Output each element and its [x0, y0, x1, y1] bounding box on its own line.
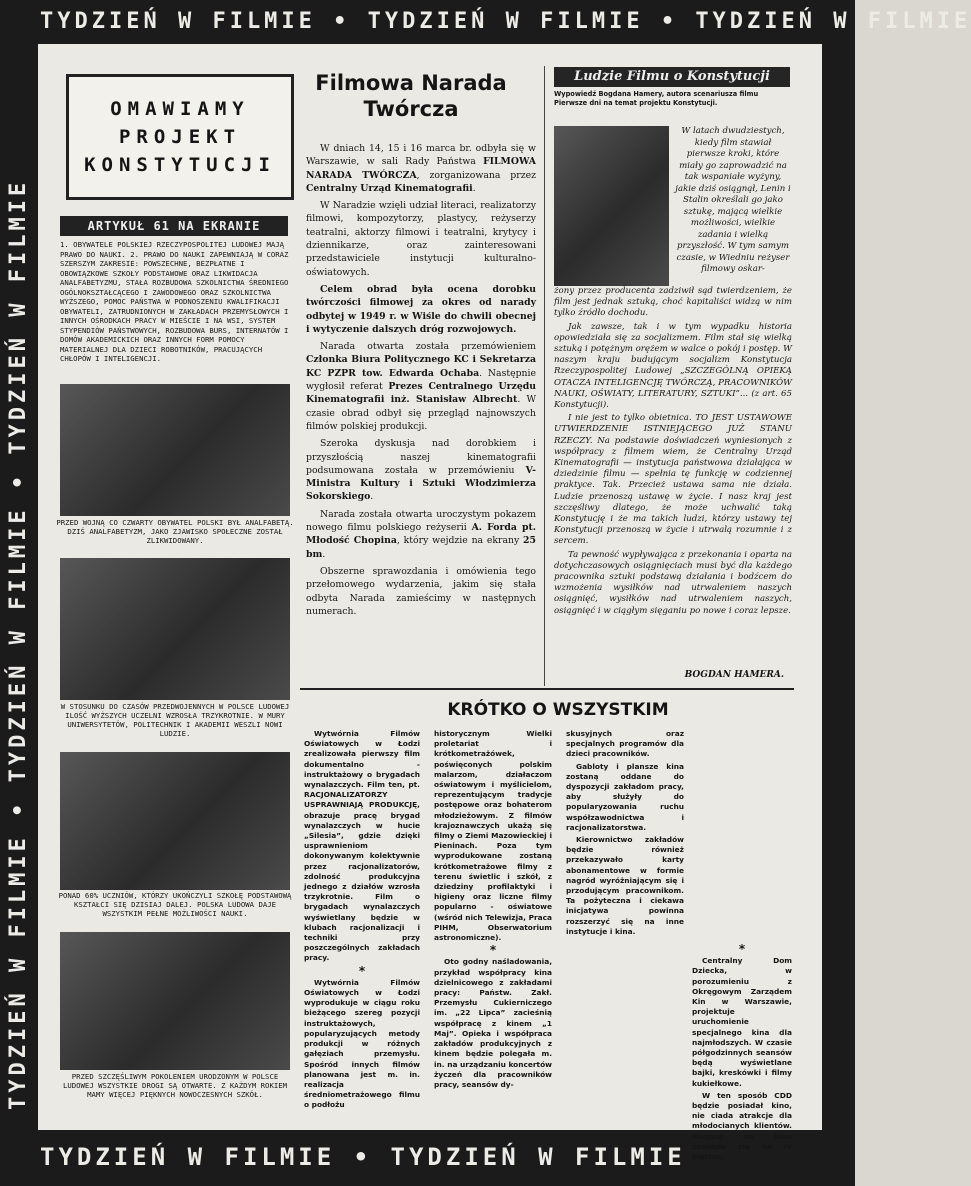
text-bold: FILMOWA NARADA TWÓRCZA: [306, 156, 536, 181]
narada-paragraph: [306, 142, 536, 195]
text: Narada otwarta została przemówieniem: [320, 341, 536, 353]
box-title-line-1: OMAWIAMY: [110, 98, 250, 120]
separator-star: *: [358, 963, 366, 978]
separator-star: *: [738, 942, 746, 956]
krotko-paragraph: Gabloty i plansze kina zostaną oddane do dyspozycji zakładom pracy, aby służyły do popularyzowania ruchu współzawodnictwa i racjonalizatorstwa.: [566, 761, 684, 832]
ludzie-headline: Ludzie Filmu o Konstytucji: [554, 67, 790, 87]
left-banner-text: TYDZIEŃ W FILMIE • TYDZIEŃ W FILMIE • TYDZIEŃ W FILMIE: [6, 178, 31, 1110]
narada-paragraph: [306, 508, 536, 561]
krotko-paragraph: historycznym Wielki proletariat i krótkometrażówek, poświęconych polskim malarzom, działaczom oświatowym i myślicielom, reprezentującym tradycje postępowe oraz bohaterom młodzieżowym. Z filmów krajoznawczych ukażą się filmy o Ziemi Mazowieckiej i Pieninach. Poza tym wyprodukowane zostaną krótkometrażowe filmy z terenu świetlic i szkół, z dziedziny profilaktyki i higieny oraz liczne filmy popularno - oświatowe (wśród nich Telewizja, Praca PIHM, Obserwatorium astronomiczne).: [434, 729, 552, 943]
narada-paragraph: Obszerne sprawozdania i omówienia tego przełomowego wydarzenia, jakim się stała odbyta Narada zamieścimy w następnych numerach.: [306, 565, 536, 617]
caption-1: PRZED WOJNĄ CO CZWARTY OBYWATEL POLSKI BYŁ ANALFABETĄ. DZIŚ ANALFABETYZM, JAKO ZJAWISKO SPOŁECZNE ZOSTAŁ ZLIKWIDOWANY.: [56, 518, 294, 545]
column-divider: [544, 66, 545, 686]
photo-hamera-image: [554, 126, 669, 286]
ludzie-paragraph: Ta pewność wypływająca z przekonania i oparta na dotychczasowych osiągnięciach musi być dla każdego pracownika sztuki podstawą działania i bodźcem do wzmożenia wysiłków nad utrwaleniem naszych osiągnięć, wysiłków nad utrwaleniem naszych, osiągnięć i w ciągłym sięganiu po nowe i coraz lepsze.: [554, 549, 792, 616]
photo-students-image: [60, 558, 290, 700]
text: . Następnie wygłosił referat: [306, 367, 537, 393]
text: , który wejdzie na ekrany: [396, 535, 524, 547]
text-bold: Centralny Urząd Kinematografii: [306, 182, 473, 194]
photo-blackboard: [60, 384, 290, 516]
krotko-column-2: [434, 729, 552, 1092]
narada-paragraph: W Naradzie wzięli udział literaci, realizatorzy filmowi, kompozytorzy, plastycy, reżyserzy teatralni, aktorzy filmowi i teatralni, krytycy i dziennikarze, oraz zainteresowani przedstawiciele instytucji kulturalno-oświatowych.: [306, 200, 536, 278]
article-text: 1. OBYWATELE POLSKIEJ RZECZYPOSPOLITEJ LUDOWEJ MAJĄ PRAWO DO NAUKI. 2. PRAWO DO NAUKI ZAPEWNIAJĄ W CORAZ SZERSZYM ZAKRESIE: POWSZECHNE, BEZPŁATNE I OBOWIĄZKOWE SZKOŁY PODSTAWOWE ORAZ LIKWIDACJA ANALFABETYZMU, STAŁA ROZBUDOWA SZKOLNICTWA ŚREDNIEGO OGÓLNOKSZTAŁCĄCEGO I ZAWODOWEGO ORAZ SZKOLNICTWA WYŻSZEGO, POMOC PAŃSTWA W PODNOSZENIU KWALIFIKACJI OBYWATELI, ZATRUDNIONYCH W ZAKŁADACH PRZEMYSŁOWYCH I INNYCH OŚRODKACH PRACY W MIEŚCIE I NA WSI, SYSTEM STYPENDIÓW PAŃSTWOWYCH, ROZBUDOWA BURS, INTERNATÓW I DOMÓW AKADEMICKICH ORAZ INNYCH FORM POMOCY MATERIALNEJ DLA DZIECI ROBOTNIKÓW, PRACUJĄCYCH CHŁOPÓW I INTELIGENCJI.: [60, 240, 289, 363]
top-banner: [0, 0, 971, 44]
article-banner: ARTYKUŁ 61 NA EKRANIE: [60, 216, 288, 236]
text-bold: A. Forda pt. Młodość Chopina: [306, 522, 537, 547]
photo-blackboard-image: [60, 384, 290, 516]
photo-schoolboy: [60, 932, 290, 1070]
narada-article: [306, 142, 536, 622]
left-banner: [0, 44, 38, 1130]
krotko-column-3: [566, 729, 684, 939]
krotko-column-4: [692, 944, 792, 1164]
section-rule: [300, 688, 794, 690]
narada-paragraph: Celem obrad była ocena dorobku twórczości filmowej za okres od narady odbytej w 1949 r. w Wiśle do chwili obecnej i wytyczenie dalszych dróg rozwojowych.: [306, 283, 536, 335]
text-bold: Prezes Centralnego Urzędu Kinematografii inż. Stanisław Albrecht: [306, 381, 536, 406]
text: .: [370, 491, 374, 503]
photo-workshop-image: [60, 752, 290, 890]
text: , zorganizowana przez: [416, 169, 536, 181]
text-bold: 25 bm: [306, 535, 536, 560]
text-bold: Członka Biura Politycznego KC i Sekretarza KC PZPR tow. Edwarda Ochaba: [306, 354, 536, 379]
krotko-paragraph: skusyjnych oraz specjalnych programów dla dzieci pracowników.: [566, 729, 684, 759]
photo-hamera: [554, 126, 669, 286]
krotko-paragraph: W ten sposób CDD będzie posiadał kino, nie ciada atrakcje dla młodocianych klientów. Miejsce na kino znajdzie się na IV piętrze.: [692, 1090, 792, 1162]
narada-headline: Filmowa Narada Twórcza: [315, 71, 507, 121]
bottom-banner-text: TYDZIEŃ W FILMIE • TYDZIEŃ W FILMIE: [40, 1143, 686, 1171]
konstytucja-title-box: [66, 74, 294, 200]
text: Szeroka dyskusja nad dorobkiem i przyszłością naszej kinematografii podsumowana została w przemówieniu: [306, 438, 536, 476]
krotko-column-1: [304, 729, 420, 1113]
top-banner-text: TYDZIEŃ W FILMIE • TYDZIEŃ W FILMIE • TYDZIEŃ W FILMIE: [40, 9, 971, 34]
caption-3: PONAD 60% UCZNIÓW, KTÓRZY UKOŃCZYLI SZKOŁĘ PODSTAWOWĄ KSZTAŁCI SIĘ DZISIAJ DALEJ. POLSKA LUDOWA DAJE WSZYSTKIM PEŁNE MOŻLIWOŚCI NAUKI.: [58, 891, 292, 918]
text: .: [472, 182, 476, 194]
photo-workshop: [60, 752, 290, 890]
ludzie-side-text: W latach dwudziestych, kiedy film stawiał pierwsze kroki, które miały go zaprowadzić na tak wspaniałe wyżyny, jakie dziś osiągnął, Lenin i Stalin określali go jako sztukę, mającą wielkie możliwości, wielkie zadania i wielką przyszłość. W tym samym czasie, w Wiedniu reżyser filmowy oskar-: [675, 126, 791, 274]
narada-paragraph: [306, 340, 536, 433]
krotko-paragraph: Kierownictwo zakładów będzie również przekazywało karty abonamentowe w formie nagród wyróżniającym się i przodującym pracownikom. Ta pożyteczna i ciekawa inicjatywa powinna rozszerzyć się na inne instytucje i kina.: [566, 835, 684, 936]
krotko-paragraph: Wytwórnia Filmów Oświatowych w Łodzi zrealizowała pierwszy film dokumentalno - instruktażowy o brygadach wynalazczych. Film ten, pt. RACJONALIZATORZY USPRAWNIAJĄ PRODUKCJĘ, obrazuje pracę brygad wynalazczych w hucie „Silesia”, gdzie dzięki usprawnieniom dokonywanym kolektywnie przez racjonalizatorów, zdolność produkcyjna jednego z działów wzrosła trzykrotnie. Film o brygadach wynalazczych wyświetlany będzie w klubach racjonalizacji i techniki przy poszczególnych zakładach pracy.: [304, 729, 420, 963]
right-border: [822, 44, 855, 1130]
ludzie-paragraph: Jak zawsze, tak i w tym wypadku historia opowiedziała się za socjalizmem. Film stał się wielką sztuką i potężnym orężem w walce o pokój i postęp. W naszym kraju budującym socjalizm Konstytucja Rzeczypospolitej Ludowej „SZCZEGÓLNĄ OPIEKĄ OTACZA INTELIGENCJĘ TWÓRCZĄ, PRACOWNIKÓW NAUKI, OŚWIATY, LITERATURY, SZTUKI”... (z art. 65 Konstytucji).: [554, 321, 792, 411]
krotko-headline: KRÓTKO O WSZYSTKIM: [447, 700, 669, 720]
text-bold: V-Ministra Kultury i Sztuki Włodzimierza Sokorskiego: [306, 464, 536, 503]
ludzie-intro: Wypowiedź Bogdana Hamery, autora scenariusza filmu Pierwsze dni na temat projektu Konstytucji.: [554, 90, 759, 107]
caption-4: PRZED SZCZĘŚLIWYM POKOLENIEM URODZONYM W POLSCE LUDOWEJ WSZYSTKIE DROGI SĄ OTWARTE. Z KAŻDYM ROKIEM MAMY WIĘCEJ PIĘKNYCH NOWOCZESNYCH SZKÓŁ.: [62, 1072, 288, 1099]
photo-schoolboy-image: [60, 932, 290, 1070]
ludzie-paragraph: żony przez producenta zadziwił sąd twierdzeniem, że film jest jednak sztuką, choć kapitaliści widzą w nim tylko źródło dochodu.: [554, 286, 792, 319]
signature: BOGDAN HAMERA.: [684, 670, 784, 680]
caption-2: W STOSUNKU DO CZASÓW PRZEDWOJENNYCH W POLSCE LUDOWEJ ILOŚĆ WYŻSZYCH UCZELNI WZROSŁA TRZYKROTNIE. W MURY UNIWERSYTETÓW, POLITECHNIK I AKADEMII WESZLI NOWI LUDZIE.: [60, 702, 290, 738]
ludzie-article: [554, 286, 792, 619]
krotko-paragraph: Oto godny naśladowania, przykład współpracy kina dzielnicowego z zakładami pracy: Państw. Zakł. Przemysłu Cukierniczego im. „22 Lipca” zacieśnią współpracę z kinem „1 Maj”. Opieka i współpraca zakładów produkcyjnych z kinem będzie polegała m. in. na urządzaniu koncertów życzeń dla pracowników pracy, seansów dy-: [434, 957, 552, 1089]
ludzie-paragraph: I nie jest to tylko obietnica. TO JEST USTAWOWE UTWIERDZENIE ISTNIEJĄCEGO JUŻ STANU RZECZY. Na podstawie doświadczeń wyniesionych z współpracy z filmem wiem, że Centralny Urząd Kinematografii — instytucja państwowa działająca w dziedzinie filmu — spełnia tę funkcję w codziennej praktyce. Tak. Przecież ustawa sama nie działa. Ludzie przenoszą ustawę w życie. I nasz kraj jest szczęśliwy dlatego, że może uchwalić taką Konstytucję i że ma takich ludzi, którzy ustawy tej Konstytucji przenoszą w życie i utrwalą rozumnie i z sercem.: [554, 413, 792, 547]
narada-paragraph: [306, 437, 536, 503]
text: Narada została otwarta uroczystym pokazem nowego filmu polskiego reżyserii: [306, 508, 536, 534]
text: W dniach 14, 15 i 16 marca br. odbyła się w Warszawie, w sali Rady Państwa: [306, 143, 536, 168]
text: .: [322, 548, 326, 560]
box-title-line-3: KONSTYTUCJI: [84, 154, 276, 176]
box-title-line-2: PROJEKT: [118, 126, 242, 148]
separator-star: *: [489, 943, 497, 958]
photo-students: [60, 558, 290, 700]
krotko-paragraph: Wytwórnia Filmów Oświatowych w Łodzi wyprodukuje w ciągu roku bieżącego szereg pozycji instruktażowych, popularyzujących metody produkcji w różnych gałęziach przemysłu. Spośród innych filmów planowana jest m. in. realizacja średniometrażowego filmu o podłożu: [304, 977, 420, 1110]
text: . W czasie obrad odbył się przegląd najnowszych filmów polskiej produkcji.: [306, 394, 537, 432]
krotko-paragraph: Centralny Dom Dziecka, w porozumieniu z Okręgowym Zarządem Kin w Warszawie, projektuje uruchomienie specjalnego kina dla najmłodszych. W czasie półgodzinnych seansów będą wyświetlane bajki, kreskówki i filmy kukiełkowe.: [692, 956, 792, 1088]
